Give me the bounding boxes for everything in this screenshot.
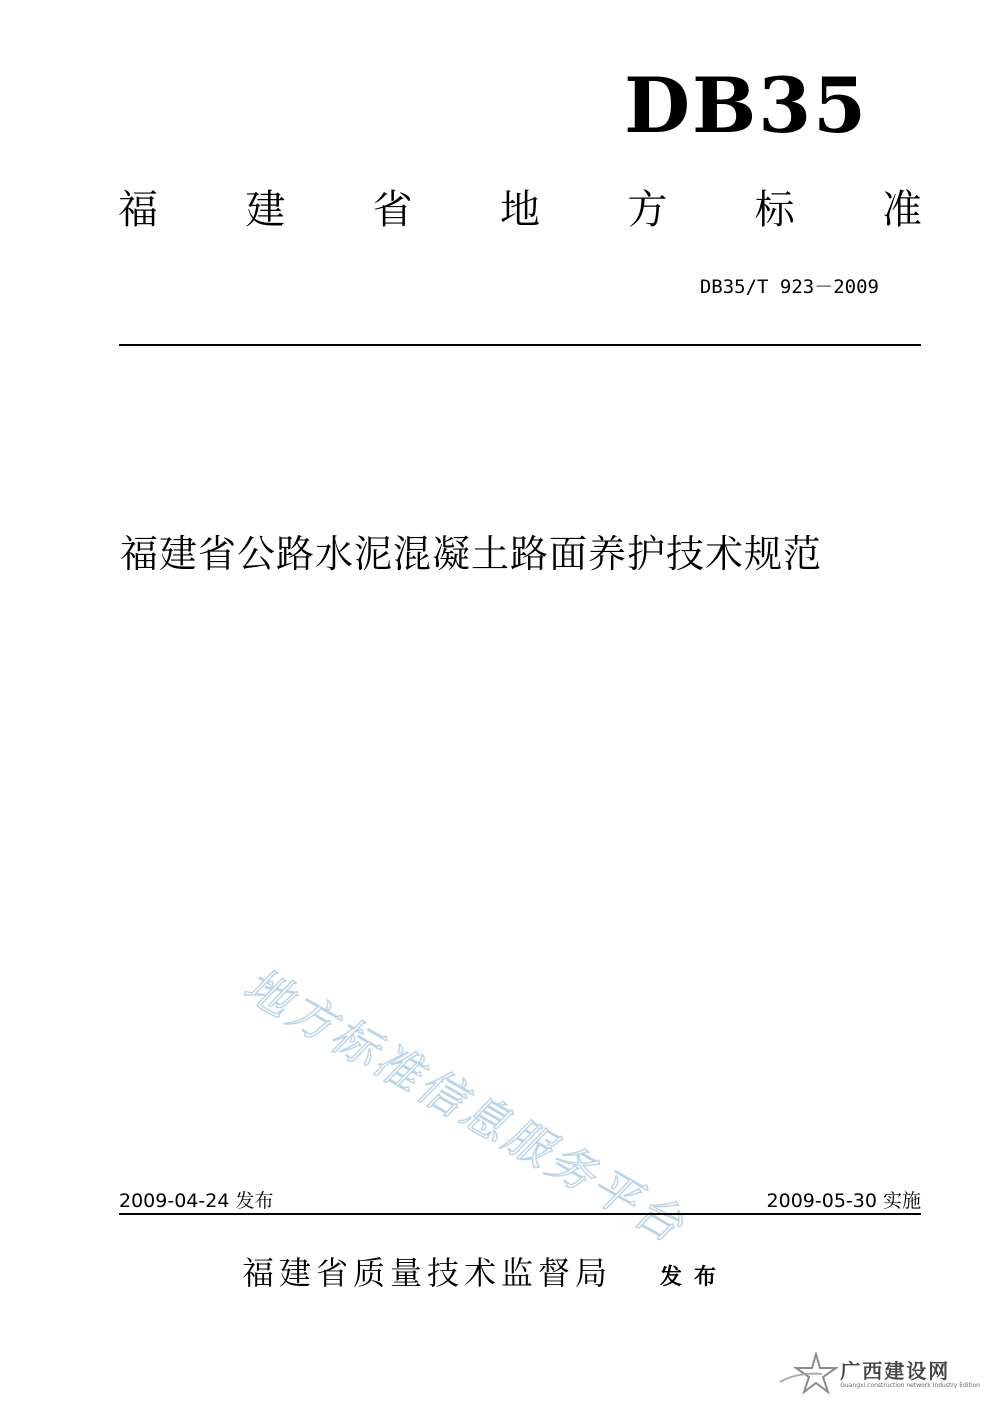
standard-type-char: 省 [372,187,413,233]
standard-number: DB35/T 923－2009 [699,276,879,298]
publish-date: 2009-04-24 发布 [119,1190,274,1212]
standard-type-char: 标 [754,187,795,233]
standard-type-char: 建 [245,187,286,233]
issuer-action: 发布 [660,1265,729,1290]
issuer-name: 福建省质量技术监督局 [242,1254,613,1292]
site-logo [778,1352,980,1396]
standard-type-heading [118,186,922,234]
standard-type-char: 地 [499,187,540,233]
db35-mark: DB35 [624,61,868,150]
bottom-divider [119,1213,921,1215]
standard-type-char: 方 [627,187,668,233]
site-name: 广西建设网 [840,1358,951,1383]
top-divider [119,344,921,346]
document-title: 福建省公路水泥混凝土路面养护技术规范 [120,532,823,576]
star-logo-icon [778,1352,838,1396]
issuer-line [242,1248,728,1294]
watermark: 地方标准信息服务平台 [235,957,696,1254]
standard-type-char: 福 [118,187,158,233]
site-tagline: Guangxi construction network Industry Edition [840,1381,980,1389]
standard-type-char: 准 [881,187,922,233]
implement-date: 2009-05-30 实施 [766,1190,921,1212]
